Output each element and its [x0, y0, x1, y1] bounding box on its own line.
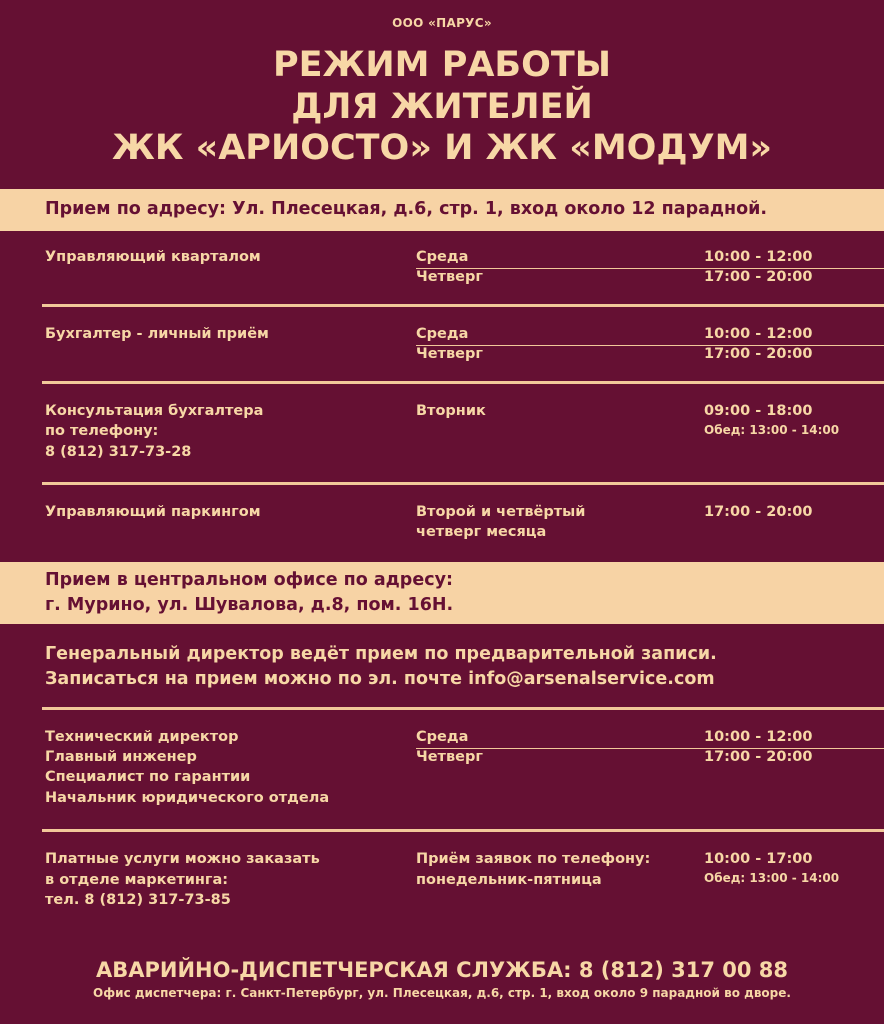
divider	[42, 707, 884, 710]
dispatcher-office: Офис диспетчера: г. Санкт-Петербург, ул. Плесецкая, д.6, стр. 1, вход около 9 парадной во дворе.	[93, 986, 791, 1000]
director-note-line-2: Записаться на прием можно по эл. почте info@arsenalservice.com	[45, 669, 715, 689]
day-label: четверг месяца	[416, 524, 547, 540]
role-label: Технический директор	[45, 729, 239, 745]
role-label: Управляющий кварталом	[45, 249, 261, 265]
phone-number: тел. 8 (812) 317-73-85	[45, 892, 231, 908]
requests-label: Приём заявок по телефону:	[416, 851, 651, 867]
requests-label: понедельник-пятница	[416, 872, 602, 888]
lunch-note: Обед: 13:00 - 14:00	[704, 423, 840, 437]
role-block-manager	[45, 247, 261, 267]
day-label: Среда	[416, 326, 469, 342]
address-band-1	[0, 189, 884, 231]
divider	[416, 748, 884, 749]
director-note-line-1: Генеральный директор ведёт прием по предварительной записи.	[45, 644, 717, 664]
role-label: Бухгалтер - личный приём	[45, 326, 269, 342]
time-label: 10:00 - 12:00	[704, 729, 813, 745]
address-band-2	[0, 562, 884, 624]
day-label: Второй и четвёртый	[416, 504, 586, 520]
time-label: 17:00 - 20:00	[704, 504, 813, 520]
emergency-service: АВАРИЙНО-ДИСПЕТЧЕРСКАЯ СЛУЖБА: 8 (812) 317 00 88	[95, 958, 789, 982]
phone-number: 8 (812) 317-73-28	[45, 444, 192, 460]
address-1: Прием по адресу: Ул. Плесецкая, д.6, стр. 1, вход около 12 парадной.	[45, 199, 768, 219]
day-label: Четверг	[416, 269, 483, 285]
time-label: 10:00 - 12:00	[704, 326, 813, 342]
title-line-1: РЕЖИМ РАБОТЫ	[272, 45, 612, 85]
time-label: 17:00 - 20:00	[704, 749, 813, 765]
time-label: 10:00 - 17:00	[704, 851, 813, 867]
role-label: Специалист по гарантии	[45, 769, 251, 785]
day-label: Четверг	[416, 749, 483, 765]
divider	[42, 482, 884, 485]
lunch-note: Обед: 13:00 - 14:00	[704, 871, 840, 885]
divider	[42, 829, 884, 832]
time-label: 09:00 - 18:00	[704, 403, 813, 419]
divider	[416, 345, 884, 346]
services-label: Платные услуги можно заказать	[45, 851, 320, 867]
time-label: 17:00 - 20:00	[704, 346, 813, 362]
role-label: Консультация бухгалтера	[45, 403, 264, 419]
time-label: 10:00 - 12:00	[704, 249, 813, 265]
day-label: Вторник	[416, 403, 486, 419]
day-label: Среда	[416, 249, 469, 265]
day-label: Среда	[416, 729, 469, 745]
company-name: ООО «ПАРУС»	[392, 16, 492, 30]
role-label: Управляющий паркингом	[45, 504, 261, 520]
address-2-line-2: г. Мурино, ул. Шувалова, д.8, пом. 16Н.	[45, 595, 454, 615]
title-line-3: ЖК «АРИОСТО» И ЖК «МОДУМ»	[111, 128, 773, 168]
day-label: Четверг	[416, 346, 483, 362]
divider	[42, 381, 884, 384]
role-label: по телефону:	[45, 423, 159, 439]
divider	[416, 268, 884, 269]
divider	[42, 304, 884, 307]
role-label: Начальник юридического отдела	[45, 790, 330, 806]
time-label: 17:00 - 20:00	[704, 269, 813, 285]
address-2-line-1: Прием в центральном офисе по адресу:	[45, 570, 453, 590]
role-label: Главный инженер	[45, 749, 197, 765]
services-label: в отделе маркетинга:	[45, 872, 229, 888]
title-line-2: ДЛЯ ЖИТЕЛЕЙ	[291, 87, 593, 127]
